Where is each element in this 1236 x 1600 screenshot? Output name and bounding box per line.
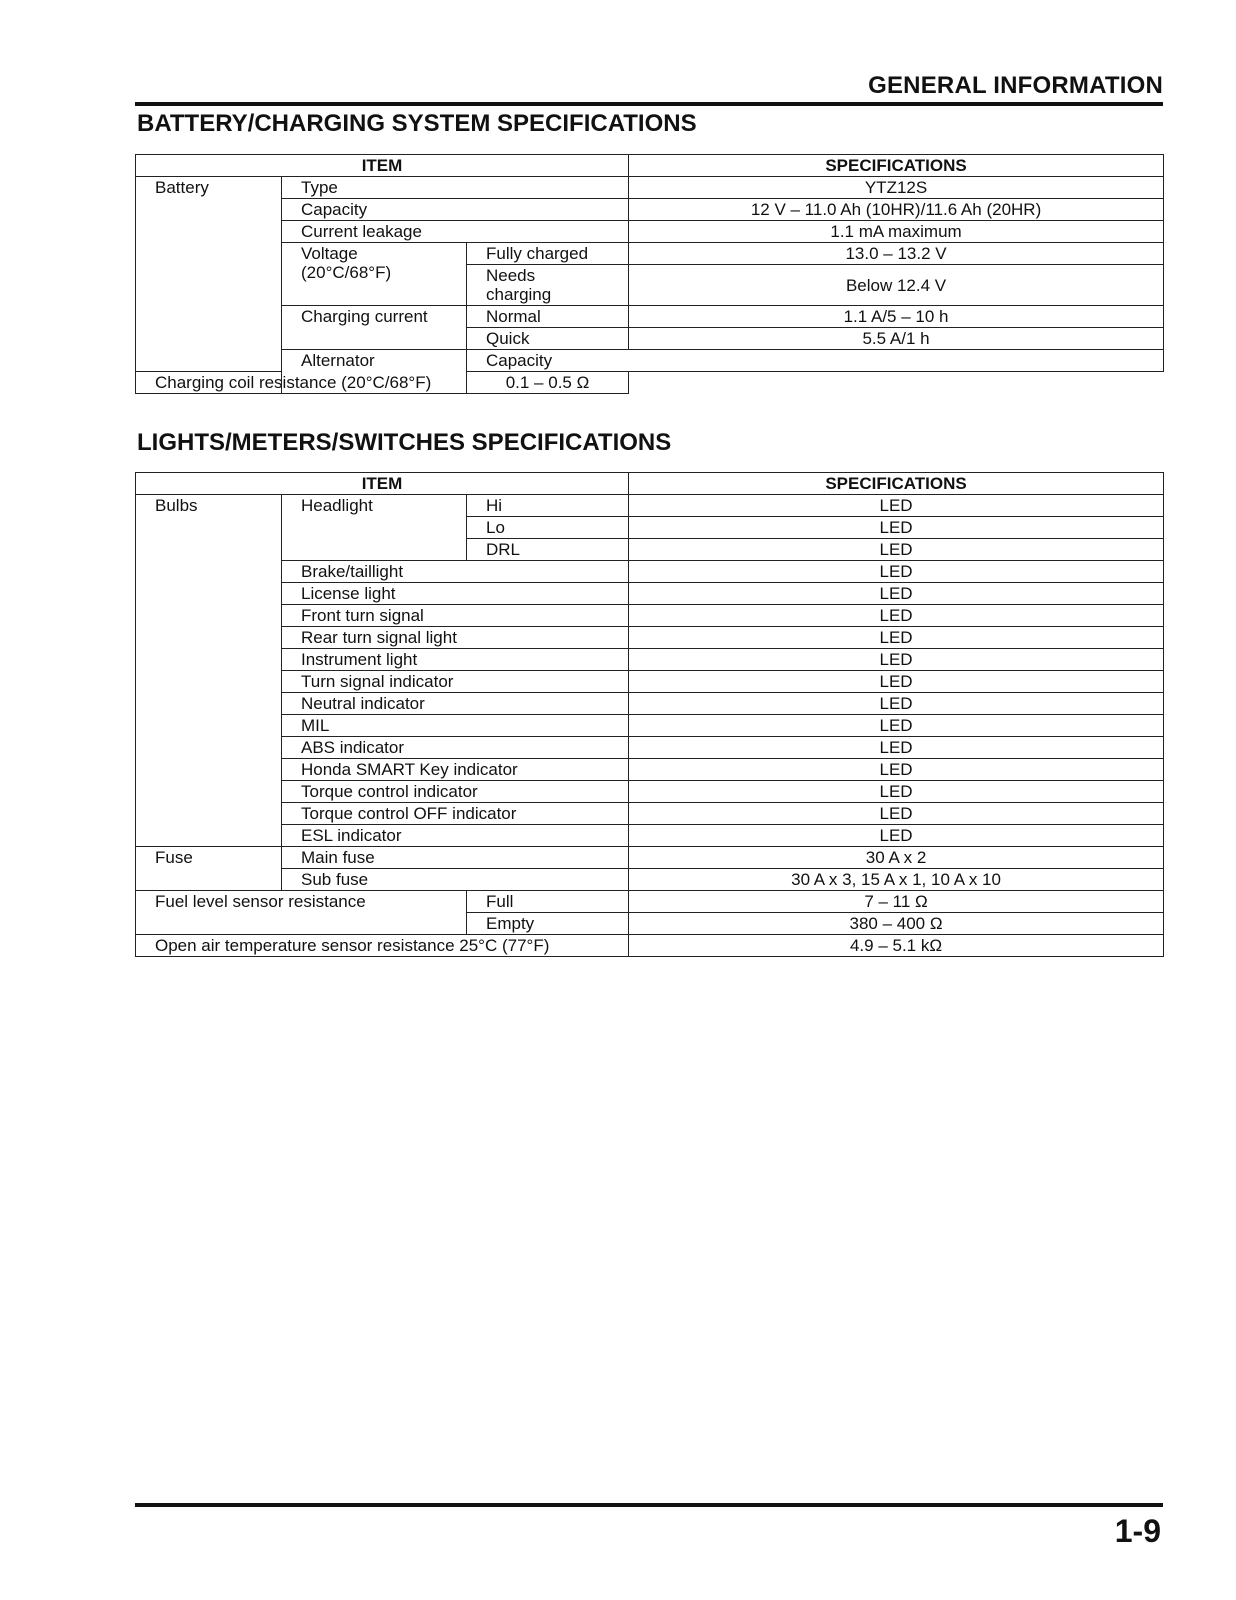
value-led: LED: [629, 737, 1164, 759]
item-bulb: Turn signal indicator: [282, 671, 629, 693]
table-row: [136, 935, 1164, 957]
column-header-specifications: SPECIFICATIONS: [629, 473, 1164, 495]
item-main-fuse: Main fuse: [282, 847, 629, 869]
value-normal: 1.1 A/5 – 10 h: [629, 306, 1164, 328]
table-row: [136, 759, 1164, 781]
table-row: [136, 715, 1164, 737]
battery-section-title: BATTERY/CHARGING SYSTEM SPECIFICATIONS: [137, 110, 697, 137]
item-capacity: Capacity: [282, 199, 629, 221]
value-led: LED: [629, 495, 1164, 517]
charging-label: charging: [486, 285, 552, 304]
column-header-item: ITEM: [136, 155, 629, 177]
table-row: [136, 869, 1164, 891]
group-label-alternator: Alternator: [282, 350, 467, 394]
value-led: LED: [629, 781, 1164, 803]
group-label-fuse: Fuse: [136, 847, 282, 891]
item-bulb: ABS indicator: [282, 737, 629, 759]
voltage-temp-label: (20°C/68°F): [301, 263, 392, 282]
table-row: [136, 177, 1164, 199]
page-number: 1-9: [1114, 1513, 1161, 1549]
item-bulb: Torque control OFF indicator: [282, 803, 629, 825]
table-row: [136, 781, 1164, 803]
table-row: [136, 221, 1164, 243]
item-headlight: Headlight: [282, 495, 467, 561]
column-header-specifications: SPECIFICATIONS: [629, 155, 1164, 177]
item-bulb: License light: [282, 583, 629, 605]
value-empty: 380 – 400 Ω: [629, 913, 1164, 935]
lights-spec-table: [135, 472, 1164, 957]
subitem-needs-charging: [467, 265, 629, 306]
value-needs-charging: Below 12.4 V: [629, 265, 1164, 306]
subitem-empty: Empty: [467, 913, 629, 935]
item-alternator-capacity: Capacity: [467, 350, 1164, 372]
value-fully-charged: 13.0 – 13.2 V: [629, 243, 1164, 265]
value-led: LED: [629, 627, 1164, 649]
subitem-drl: DRL: [467, 539, 629, 561]
footer-rule: [135, 1503, 1163, 1507]
value-led: LED: [629, 649, 1164, 671]
table-row: [136, 372, 1164, 394]
item-bulb: Rear turn signal light: [282, 627, 629, 649]
value-led: LED: [629, 539, 1164, 561]
needs-label: Needs: [486, 266, 536, 285]
table-row: [136, 199, 1164, 221]
table-row: [136, 306, 1164, 328]
table-header-row: [136, 473, 1164, 495]
value-led: LED: [629, 561, 1164, 583]
subitem-normal: Normal: [467, 306, 629, 328]
lights-section-title: LIGHTS/METERS/SWITCHES SPECIFICATIONS: [137, 429, 672, 456]
column-header-item: ITEM: [136, 473, 629, 495]
table-row: [136, 243, 1164, 265]
table-row: [136, 693, 1164, 715]
item-bulb: ESL indicator: [282, 825, 629, 847]
subitem-fully-charged: Fully charged: [467, 243, 629, 265]
value-led: LED: [629, 715, 1164, 737]
value-led: LED: [629, 517, 1164, 539]
value-led: LED: [629, 693, 1164, 715]
subitem-quick: Quick: [467, 328, 629, 350]
value-sub-fuse: 30 A x 3, 15 A x 1, 10 A x 10: [629, 869, 1164, 891]
item-open-air-temp-sensor: Open air temperature sensor resistance 25°C (77°F): [136, 935, 629, 957]
value-led: LED: [629, 583, 1164, 605]
item-bulb: Neutral indicator: [282, 693, 629, 715]
battery-spec-table: [135, 154, 1164, 394]
table-row: [136, 627, 1164, 649]
value-charging-coil-resistance: 0.1 – 0.5 Ω: [467, 372, 629, 394]
value-current-leakage: 1.1 mA maximum: [629, 221, 1164, 243]
item-bulb: Front turn signal: [282, 605, 629, 627]
item-sub-fuse: Sub fuse: [282, 869, 629, 891]
table-row: [136, 803, 1164, 825]
value-full: 7 – 11 Ω: [629, 891, 1164, 913]
table-row: [136, 891, 1164, 913]
value-main-fuse: 30 A x 2: [629, 847, 1164, 869]
value-type: YTZ12S: [629, 177, 1164, 199]
value-led: LED: [629, 605, 1164, 627]
table-row: [136, 583, 1164, 605]
voltage-label: Voltage: [301, 244, 358, 263]
value-led: LED: [629, 671, 1164, 693]
item-bulb: Honda SMART Key indicator: [282, 759, 629, 781]
subitem-lo: Lo: [467, 517, 629, 539]
item-fuel-level-sensor: Fuel level sensor resistance: [136, 891, 467, 935]
table-row: [136, 847, 1164, 869]
group-label-battery: Battery: [136, 177, 282, 372]
table-row: [136, 561, 1164, 583]
item-type: Type: [282, 177, 629, 199]
table-row: [136, 737, 1164, 759]
value-quick: 5.5 A/1 h: [629, 328, 1164, 350]
group-label-bulbs: Bulbs: [136, 495, 282, 847]
item-bulb: Torque control indicator: [282, 781, 629, 803]
item-charging-coil-resistance: Charging coil resistance (20°C/68°F): [136, 372, 467, 394]
value-led: LED: [629, 825, 1164, 847]
item-charging-current: Charging current: [282, 306, 467, 350]
value-open-air-temp-sensor: 4.9 – 5.1 kΩ: [629, 935, 1164, 957]
value-capacity: 12 V – 11.0 Ah (10HR)/11.6 Ah (20HR): [629, 199, 1164, 221]
item-bulb: Instrument light: [282, 649, 629, 671]
header-title: GENERAL INFORMATION: [868, 72, 1163, 99]
table-row: [136, 649, 1164, 671]
subitem-full: Full: [467, 891, 629, 913]
table-row: [136, 350, 1164, 372]
item-voltage: [282, 243, 467, 306]
value-led: LED: [629, 759, 1164, 781]
table-row: [136, 671, 1164, 693]
value-led: LED: [629, 803, 1164, 825]
table-header-row: [136, 155, 1164, 177]
table-row: [136, 605, 1164, 627]
item-bulb: MIL: [282, 715, 629, 737]
subitem-hi: Hi: [467, 495, 629, 517]
table-row: [136, 825, 1164, 847]
header-rule: [135, 102, 1163, 106]
item-bulb: Brake/taillight: [282, 561, 629, 583]
item-current-leakage: Current leakage: [282, 221, 629, 243]
table-row: [136, 495, 1164, 517]
